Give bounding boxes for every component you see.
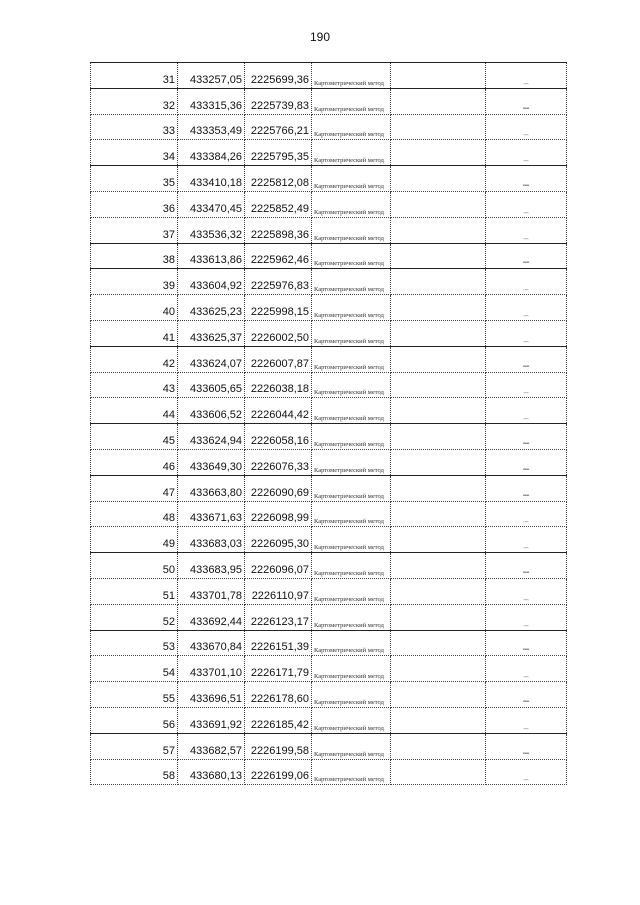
y-coordinate-cell: 2226044,42 — [245, 398, 312, 424]
empty-cell — [391, 346, 486, 372]
y-coordinate-cell: 2226199,06 — [245, 759, 312, 785]
point-number-cell: 53 — [91, 630, 178, 656]
method-cell: Картометрический метод — [312, 424, 391, 450]
error-cell: – — [486, 501, 567, 527]
x-coordinate-cell: 433605,65 — [178, 372, 245, 398]
y-coordinate-cell: 2226096,07 — [245, 553, 312, 579]
x-coordinate-cell: 433649,30 — [178, 449, 245, 475]
error-cell: – — [486, 759, 567, 785]
method-cell: Картометрический метод — [312, 88, 391, 114]
table-row — [91, 372, 567, 398]
point-number-cell: 41 — [91, 320, 178, 346]
method-cell: Картометрический метод — [312, 475, 391, 501]
method-cell: Картометрический метод — [312, 449, 391, 475]
empty-cell — [391, 320, 486, 346]
x-coordinate-cell: 433670,84 — [178, 630, 245, 656]
point-number-cell: 31 — [91, 63, 178, 89]
empty-cell — [391, 372, 486, 398]
error-cell: – — [486, 449, 567, 475]
table-row — [91, 217, 567, 243]
table-row — [91, 191, 567, 217]
coordinates-table-body — [91, 63, 567, 785]
error-cell: – — [486, 346, 567, 372]
error-cell: – — [486, 630, 567, 656]
point-number-cell: 44 — [91, 398, 178, 424]
x-coordinate-cell: 433701,78 — [178, 578, 245, 604]
empty-cell — [391, 191, 486, 217]
error-cell: – — [486, 733, 567, 759]
y-coordinate-cell: 2225766,21 — [245, 114, 312, 140]
table-row — [91, 166, 567, 192]
x-coordinate-cell: 433606,52 — [178, 398, 245, 424]
point-number-cell: 55 — [91, 682, 178, 708]
empty-cell — [391, 243, 486, 269]
error-cell: – — [486, 578, 567, 604]
y-coordinate-cell: 2226178,60 — [245, 682, 312, 708]
error-cell: – — [486, 372, 567, 398]
error-cell: – — [486, 269, 567, 295]
point-number-cell: 36 — [91, 191, 178, 217]
table-row — [91, 63, 567, 89]
y-coordinate-cell: 2226076,33 — [245, 449, 312, 475]
empty-cell — [391, 630, 486, 656]
x-coordinate-cell: 433625,23 — [178, 295, 245, 321]
x-coordinate-cell: 433604,92 — [178, 269, 245, 295]
error-cell: – — [486, 656, 567, 682]
method-cell: Картометрический метод — [312, 398, 391, 424]
point-number-cell: 32 — [91, 88, 178, 114]
empty-cell — [391, 449, 486, 475]
method-cell: Картометрический метод — [312, 527, 391, 553]
method-cell: Картометрический метод — [312, 656, 391, 682]
table-row — [91, 398, 567, 424]
table-row — [91, 475, 567, 501]
empty-cell — [391, 166, 486, 192]
method-cell: Картометрический метод — [312, 140, 391, 166]
method-cell: Картометрический метод — [312, 501, 391, 527]
method-cell: Картометрический метод — [312, 759, 391, 785]
y-coordinate-cell: 2226095,30 — [245, 527, 312, 553]
y-coordinate-cell: 2225699,36 — [245, 63, 312, 89]
error-cell: – — [486, 604, 567, 630]
error-cell: – — [486, 475, 567, 501]
y-coordinate-cell: 2225962,46 — [245, 243, 312, 269]
x-coordinate-cell: 433671,63 — [178, 501, 245, 527]
table-row — [91, 501, 567, 527]
y-coordinate-cell: 2226185,42 — [245, 707, 312, 733]
empty-cell — [391, 398, 486, 424]
method-cell: Картометрический метод — [312, 243, 391, 269]
method-cell: Картометрический метод — [312, 578, 391, 604]
table-row — [91, 243, 567, 269]
method-cell: Картометрический метод — [312, 553, 391, 579]
empty-cell — [391, 553, 486, 579]
empty-cell — [391, 217, 486, 243]
method-cell: Картометрический метод — [312, 217, 391, 243]
error-cell: – — [486, 553, 567, 579]
error-cell: – — [486, 707, 567, 733]
error-cell: – — [486, 320, 567, 346]
point-number-cell: 51 — [91, 578, 178, 604]
y-coordinate-cell: 2226199,58 — [245, 733, 312, 759]
empty-cell — [391, 733, 486, 759]
x-coordinate-cell: 433384,26 — [178, 140, 245, 166]
table-row — [91, 733, 567, 759]
method-cell: Картометрический метод — [312, 604, 391, 630]
method-cell: Картометрический метод — [312, 114, 391, 140]
x-coordinate-cell: 433257,05 — [178, 63, 245, 89]
x-coordinate-cell: 433680,13 — [178, 759, 245, 785]
empty-cell — [391, 759, 486, 785]
y-coordinate-cell: 2226123,17 — [245, 604, 312, 630]
table-row — [91, 604, 567, 630]
y-coordinate-cell: 2225795,35 — [245, 140, 312, 166]
x-coordinate-cell: 433624,94 — [178, 424, 245, 450]
y-coordinate-cell: 2225812,08 — [245, 166, 312, 192]
empty-cell — [391, 140, 486, 166]
error-cell: – — [486, 527, 567, 553]
x-coordinate-cell: 433696,51 — [178, 682, 245, 708]
table-row — [91, 346, 567, 372]
error-cell: – — [486, 424, 567, 450]
y-coordinate-cell: 2226171,79 — [245, 656, 312, 682]
empty-cell — [391, 604, 486, 630]
point-number-cell: 50 — [91, 553, 178, 579]
point-number-cell: 34 — [91, 140, 178, 166]
table-row — [91, 630, 567, 656]
method-cell: Картометрический метод — [312, 346, 391, 372]
y-coordinate-cell: 2225998,15 — [245, 295, 312, 321]
page-number: 190 — [309, 30, 331, 44]
table-row — [91, 320, 567, 346]
x-coordinate-cell: 433625,37 — [178, 320, 245, 346]
y-coordinate-cell: 2226151,39 — [245, 630, 312, 656]
table-row — [91, 295, 567, 321]
empty-cell — [391, 527, 486, 553]
point-number-cell: 54 — [91, 656, 178, 682]
table-row — [91, 269, 567, 295]
method-cell: Картометрический метод — [312, 191, 391, 217]
x-coordinate-cell: 433470,45 — [178, 191, 245, 217]
x-coordinate-cell: 433691,92 — [178, 707, 245, 733]
y-coordinate-cell: 2226110,97 — [245, 578, 312, 604]
y-coordinate-cell: 2226090,69 — [245, 475, 312, 501]
x-coordinate-cell: 433624,07 — [178, 346, 245, 372]
x-coordinate-cell: 433536,32 — [178, 217, 245, 243]
empty-cell — [391, 424, 486, 450]
x-coordinate-cell: 433353,49 — [178, 114, 245, 140]
error-cell: – — [486, 88, 567, 114]
error-cell: – — [486, 243, 567, 269]
method-cell: Картометрический метод — [312, 63, 391, 89]
table-row — [91, 88, 567, 114]
table-row — [91, 527, 567, 553]
point-number-cell: 37 — [91, 217, 178, 243]
y-coordinate-cell: 2226007,87 — [245, 346, 312, 372]
empty-cell — [391, 269, 486, 295]
method-cell: Картометрический метод — [312, 295, 391, 321]
point-number-cell: 45 — [91, 424, 178, 450]
point-number-cell: 52 — [91, 604, 178, 630]
x-coordinate-cell: 433682,57 — [178, 733, 245, 759]
empty-cell — [391, 88, 486, 114]
method-cell: Картометрический метод — [312, 682, 391, 708]
point-number-cell: 40 — [91, 295, 178, 321]
empty-cell — [391, 475, 486, 501]
method-cell: Картометрический метод — [312, 320, 391, 346]
empty-cell — [391, 578, 486, 604]
y-coordinate-cell: 2226058,16 — [245, 424, 312, 450]
x-coordinate-cell: 433683,03 — [178, 527, 245, 553]
table-row — [91, 114, 567, 140]
y-coordinate-cell: 2226002,50 — [245, 320, 312, 346]
x-coordinate-cell: 433692,44 — [178, 604, 245, 630]
y-coordinate-cell: 2225852,49 — [245, 191, 312, 217]
error-cell: – — [486, 295, 567, 321]
y-coordinate-cell: 2225976,83 — [245, 269, 312, 295]
empty-cell — [391, 501, 486, 527]
coordinates-table — [90, 62, 567, 785]
point-number-cell: 48 — [91, 501, 178, 527]
x-coordinate-cell: 433663,80 — [178, 475, 245, 501]
point-number-cell: 33 — [91, 114, 178, 140]
method-cell: Картометрический метод — [312, 372, 391, 398]
error-cell: – — [486, 140, 567, 166]
empty-cell — [391, 707, 486, 733]
point-number-cell: 58 — [91, 759, 178, 785]
empty-cell — [391, 656, 486, 682]
point-number-cell: 57 — [91, 733, 178, 759]
table-row — [91, 682, 567, 708]
table-row — [91, 553, 567, 579]
y-coordinate-cell: 2226038,18 — [245, 372, 312, 398]
x-coordinate-cell: 433613,86 — [178, 243, 245, 269]
table-row — [91, 759, 567, 785]
table-row — [91, 140, 567, 166]
error-cell: – — [486, 114, 567, 140]
x-coordinate-cell: 433410,18 — [178, 166, 245, 192]
error-cell: – — [486, 191, 567, 217]
error-cell: – — [486, 63, 567, 89]
y-coordinate-cell: 2226098,99 — [245, 501, 312, 527]
table-row — [91, 707, 567, 733]
point-number-cell: 38 — [91, 243, 178, 269]
error-cell: – — [486, 682, 567, 708]
table-row — [91, 578, 567, 604]
empty-cell — [391, 114, 486, 140]
table-row — [91, 449, 567, 475]
method-cell: Картометрический метод — [312, 166, 391, 192]
empty-cell — [391, 63, 486, 89]
method-cell: Картометрический метод — [312, 269, 391, 295]
method-cell: Картометрический метод — [312, 707, 391, 733]
x-coordinate-cell: 433315,36 — [178, 88, 245, 114]
y-coordinate-cell: 2225898,36 — [245, 217, 312, 243]
point-number-cell: 42 — [91, 346, 178, 372]
point-number-cell: 35 — [91, 166, 178, 192]
error-cell: – — [486, 166, 567, 192]
method-cell: Картометрический метод — [312, 733, 391, 759]
point-number-cell: 46 — [91, 449, 178, 475]
point-number-cell: 49 — [91, 527, 178, 553]
empty-cell — [391, 682, 486, 708]
x-coordinate-cell: 433701,10 — [178, 656, 245, 682]
y-coordinate-cell: 2225739,83 — [245, 88, 312, 114]
point-number-cell: 47 — [91, 475, 178, 501]
empty-cell — [391, 295, 486, 321]
point-number-cell: 39 — [91, 269, 178, 295]
point-number-cell: 56 — [91, 707, 178, 733]
error-cell: – — [486, 398, 567, 424]
error-cell: – — [486, 217, 567, 243]
x-coordinate-cell: 433683,95 — [178, 553, 245, 579]
table-row — [91, 656, 567, 682]
point-number-cell: 43 — [91, 372, 178, 398]
method-cell: Картометрический метод — [312, 630, 391, 656]
table-row — [91, 424, 567, 450]
